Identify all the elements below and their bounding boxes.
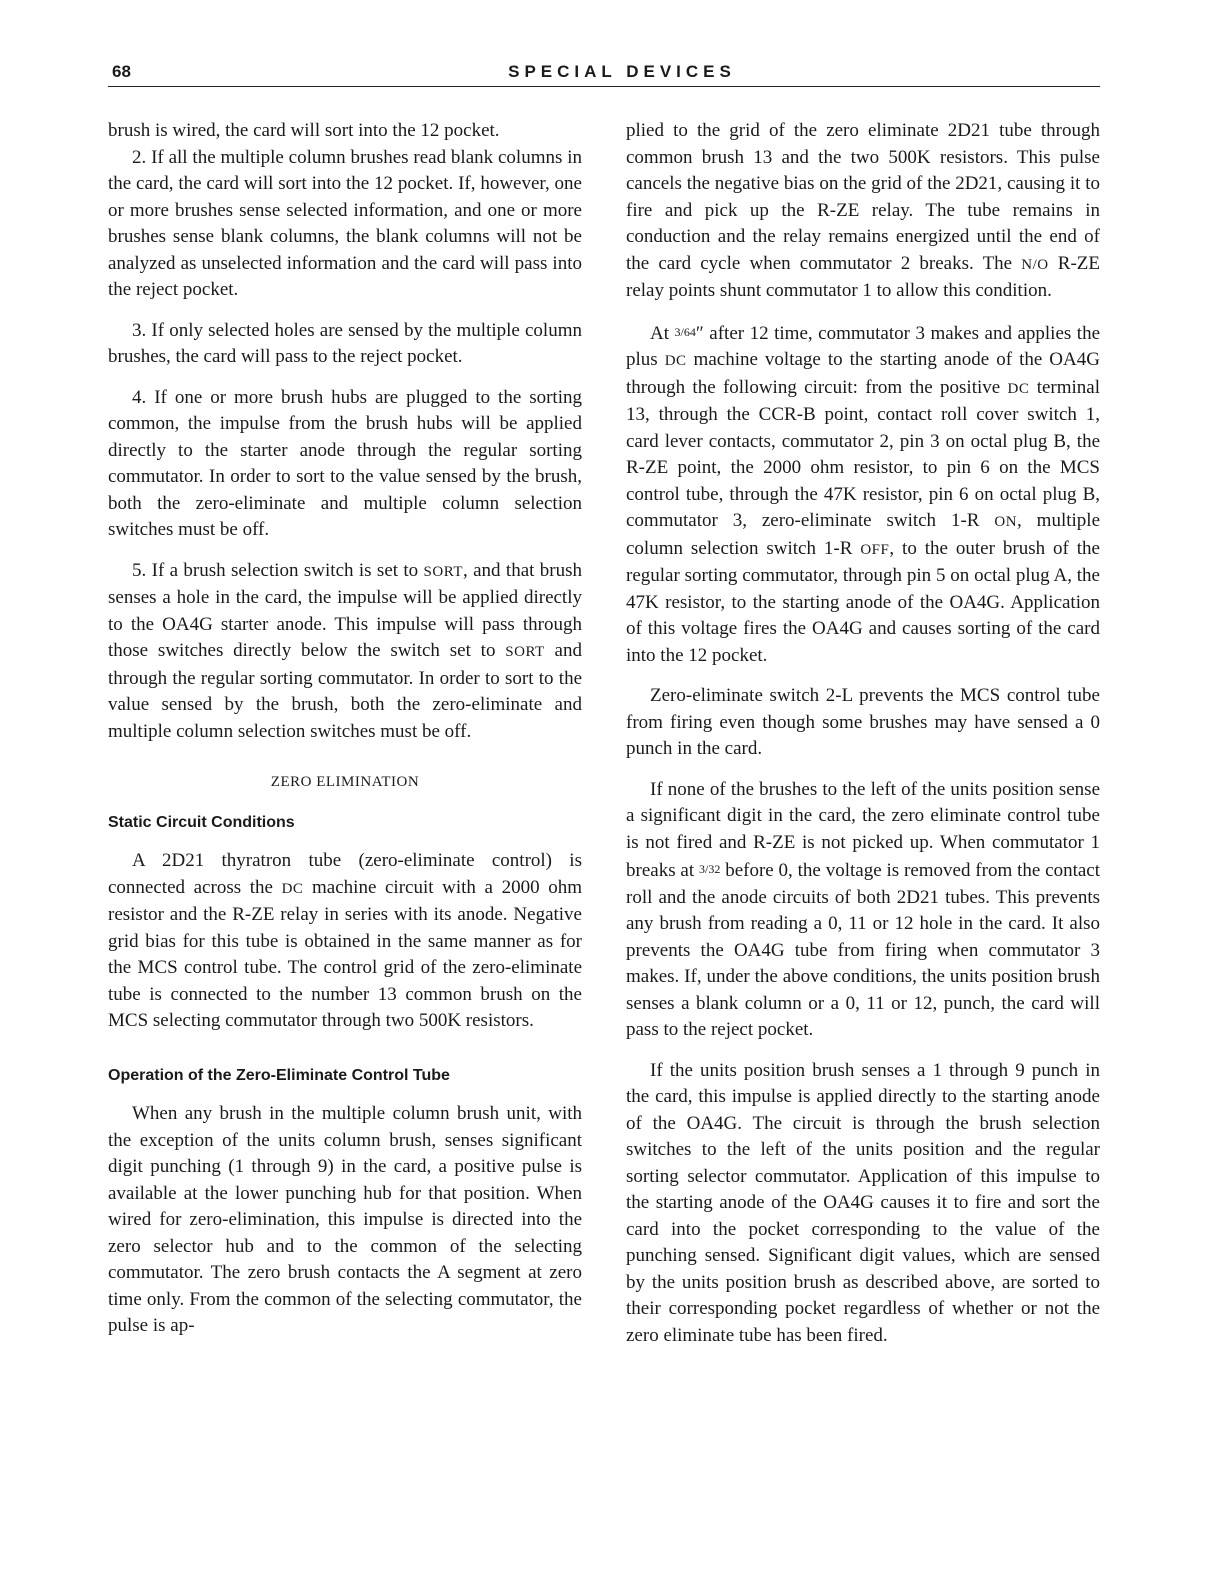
text-run: At bbox=[650, 322, 675, 344]
text-run: , and that brush senses a hole in the card, the impulse will be applied directly to the OA4G starter anode. This impulse will pass through those switches directly below the switch set to bbox=[108, 559, 582, 661]
small-caps-term: SORT bbox=[505, 644, 545, 660]
text-run: machine circuit with a 2000 ohm resistor and the R-ZE relay in series with its anode. Negative grid bias for this tube is obtained in the same manner as for the MCS control tube. The control grid of the zero-eliminate tube is connected to the number 13 common brush on the MCS selecting commutator through two 500K resistors. bbox=[108, 876, 582, 1031]
text-run: machine voltage to the starting anode of the OA4G through the following circuit: from the positive bbox=[626, 349, 1100, 398]
small-caps-term: DC bbox=[664, 353, 687, 369]
text-run: terminal 13, through the CCR-B point, contact roll cover switch 1, card lever contacts, commutator 2, pin 3 on octal plug B, the R-ZE point, the 2000 ohm resistor, to pin 6 on the MCS control tube, through the 47K resistor, pin 6 on octal plug B, commutator 3, zero-eliminate switch 1-R bbox=[626, 376, 1100, 531]
section-heading: ZERO ELIMINATION bbox=[270, 774, 420, 790]
running-title: SPECIAL DEVICES bbox=[508, 62, 736, 81]
text-run: If none of the brushes to the left of the units position sense a significant digit in the card, the zero eliminate control tube is not fired and R-ZE is not picked up. When commutator 1 breaks at bbox=[626, 778, 1100, 881]
page-header bbox=[108, 58, 1100, 87]
text-run: plied to the grid of the zero eliminate 2D21 tube through common brush 13 and the two 500K resistors. This pulse cancels the negative bias on the grid of the 2D21, causing it to fire and pick up the R-ZE relay. The tube remains in conduction and the relay remains energized until the end of the card cycle when commutator 2 breaks. The bbox=[626, 120, 1100, 274]
paragraph-operation: When any brush in the multiple column brush unit, with the exception of the units column brush, senses significant digit punching (1 through 9) in the card, a positive pulse is available at the lower punching hub for that position. When wired for zero-elimination, this impulse is directed into the zero selector hub and to the common of the selecting commutator. The zero brush contacts the A segment at zero time only. From the common of the selecting commutator, the pulse is ap- bbox=[108, 1103, 582, 1336]
page-number: 68 bbox=[112, 62, 131, 81]
text-run: 5. If a brush selection switch is set to bbox=[132, 559, 424, 581]
small-caps-term: DC bbox=[281, 880, 304, 897]
text-run: before 0, the voltage is removed from the contact roll and the anode circuits of both 2D21 tubes. This prevents any brush from reading a 0, 11 or 12 hole in the card. It also prevents the OA4G tube from firing when commutator 3 makes. If, under the above conditions, the units position brush senses a blank column or a 0, 11 or 12, punch, the card will pass to the reject pocket. bbox=[626, 860, 1100, 1040]
paragraph-item-3: 3. If only selected holes are sensed by the multiple column brushes, the card will pass to the reject pocket. bbox=[108, 319, 582, 367]
text-run: , to the outer brush of the regular sorting commutator, through pin 5 on octal plug A, the 47K resistor, to the starting anode of the OA4G. Application of this voltage fires the OA4G and causes sorting of the card into the 12 pocket. bbox=[626, 537, 1100, 666]
small-caps-term: ON bbox=[994, 514, 1018, 530]
paragraph-static-conditions bbox=[108, 848, 582, 1035]
paragraph-item-5 bbox=[108, 558, 582, 746]
paragraph-continuation bbox=[626, 118, 1100, 305]
fraction: 3/64 bbox=[674, 324, 696, 339]
small-caps-term: OFF bbox=[860, 541, 890, 558]
text-run: and through the regular sorting commutator. In order to sort to the value sensed by the brush, both the zero-eliminate and multiple column selection switches must be off. bbox=[108, 640, 582, 742]
left-column bbox=[108, 118, 582, 1354]
text-run: R-ZE relay points shunt commutator 1 to allow this condition. bbox=[626, 252, 1100, 301]
text-run: ″ after 12 time, commutator 3 makes and applies the plus bbox=[626, 322, 1101, 370]
paragraph-zero-switch: Zero-eliminate switch 2-L prevents the MCS control tube from firing even though some brushes may have sensed a 0 punch in the card. bbox=[626, 685, 1100, 759]
text-run: A 2D21 thyratron tube (zero-eliminate control) is connected across the bbox=[108, 850, 582, 898]
small-caps-term: DC bbox=[1007, 380, 1030, 397]
subsection-heading: Operation of the Zero-Eliminate Control Tube bbox=[108, 1066, 450, 1084]
right-column bbox=[626, 118, 1100, 1363]
paragraph-no-significant-digit bbox=[626, 777, 1100, 1044]
paragraph-units-brush: If the units position brush senses a 1 through 9 punch in the card, this impulse is applied directly to the starting anode of the OA4G. The circuit is through the brush selection switches to the left of the units position and the regular sorting selector commutator. Application of this impulse to the starting anode of the OA4G causes it to fire and sort the card into the pocket corresponding to the value of the punching sensed. Significant digit values, which are sensed by the units position brush as described above, are sorted to their corresponding pocket regardless of whether or not the zero eliminate tube has been fired. bbox=[626, 1059, 1100, 1346]
subsection-heading: Static Circuit Conditions bbox=[108, 813, 295, 831]
paragraph-item-4: 4. If one or more brush hubs are plugged to the sorting common, the impulse from the brush hubs will be applied directly to the starter anode through the regular sorting commutator. In order to sort to the value sensed by the brush, both the zero-eliminate and multiple column selection switches must be off. bbox=[108, 386, 582, 540]
fraction: 3/32 bbox=[699, 862, 721, 876]
small-caps-term: N/O bbox=[1021, 256, 1049, 273]
paragraph-item-2: 2. If all the multiple column brushes read blank columns in the card, the card will sort into the 12 pocket. If, however, one or more brushes sense selected information, and one or more brushes sense blank columns, the blank columns will not be analyzed as unselected information and the card will pass into the reject pocket. bbox=[108, 146, 582, 300]
text-run: , multiple column selection switch 1-R bbox=[626, 510, 1101, 559]
paragraph-continuation: brush is wired, the card will sort into the 12 pocket. bbox=[108, 120, 500, 141]
small-caps-term: SORT bbox=[423, 563, 463, 580]
paragraph-commutator-3 bbox=[626, 319, 1100, 670]
